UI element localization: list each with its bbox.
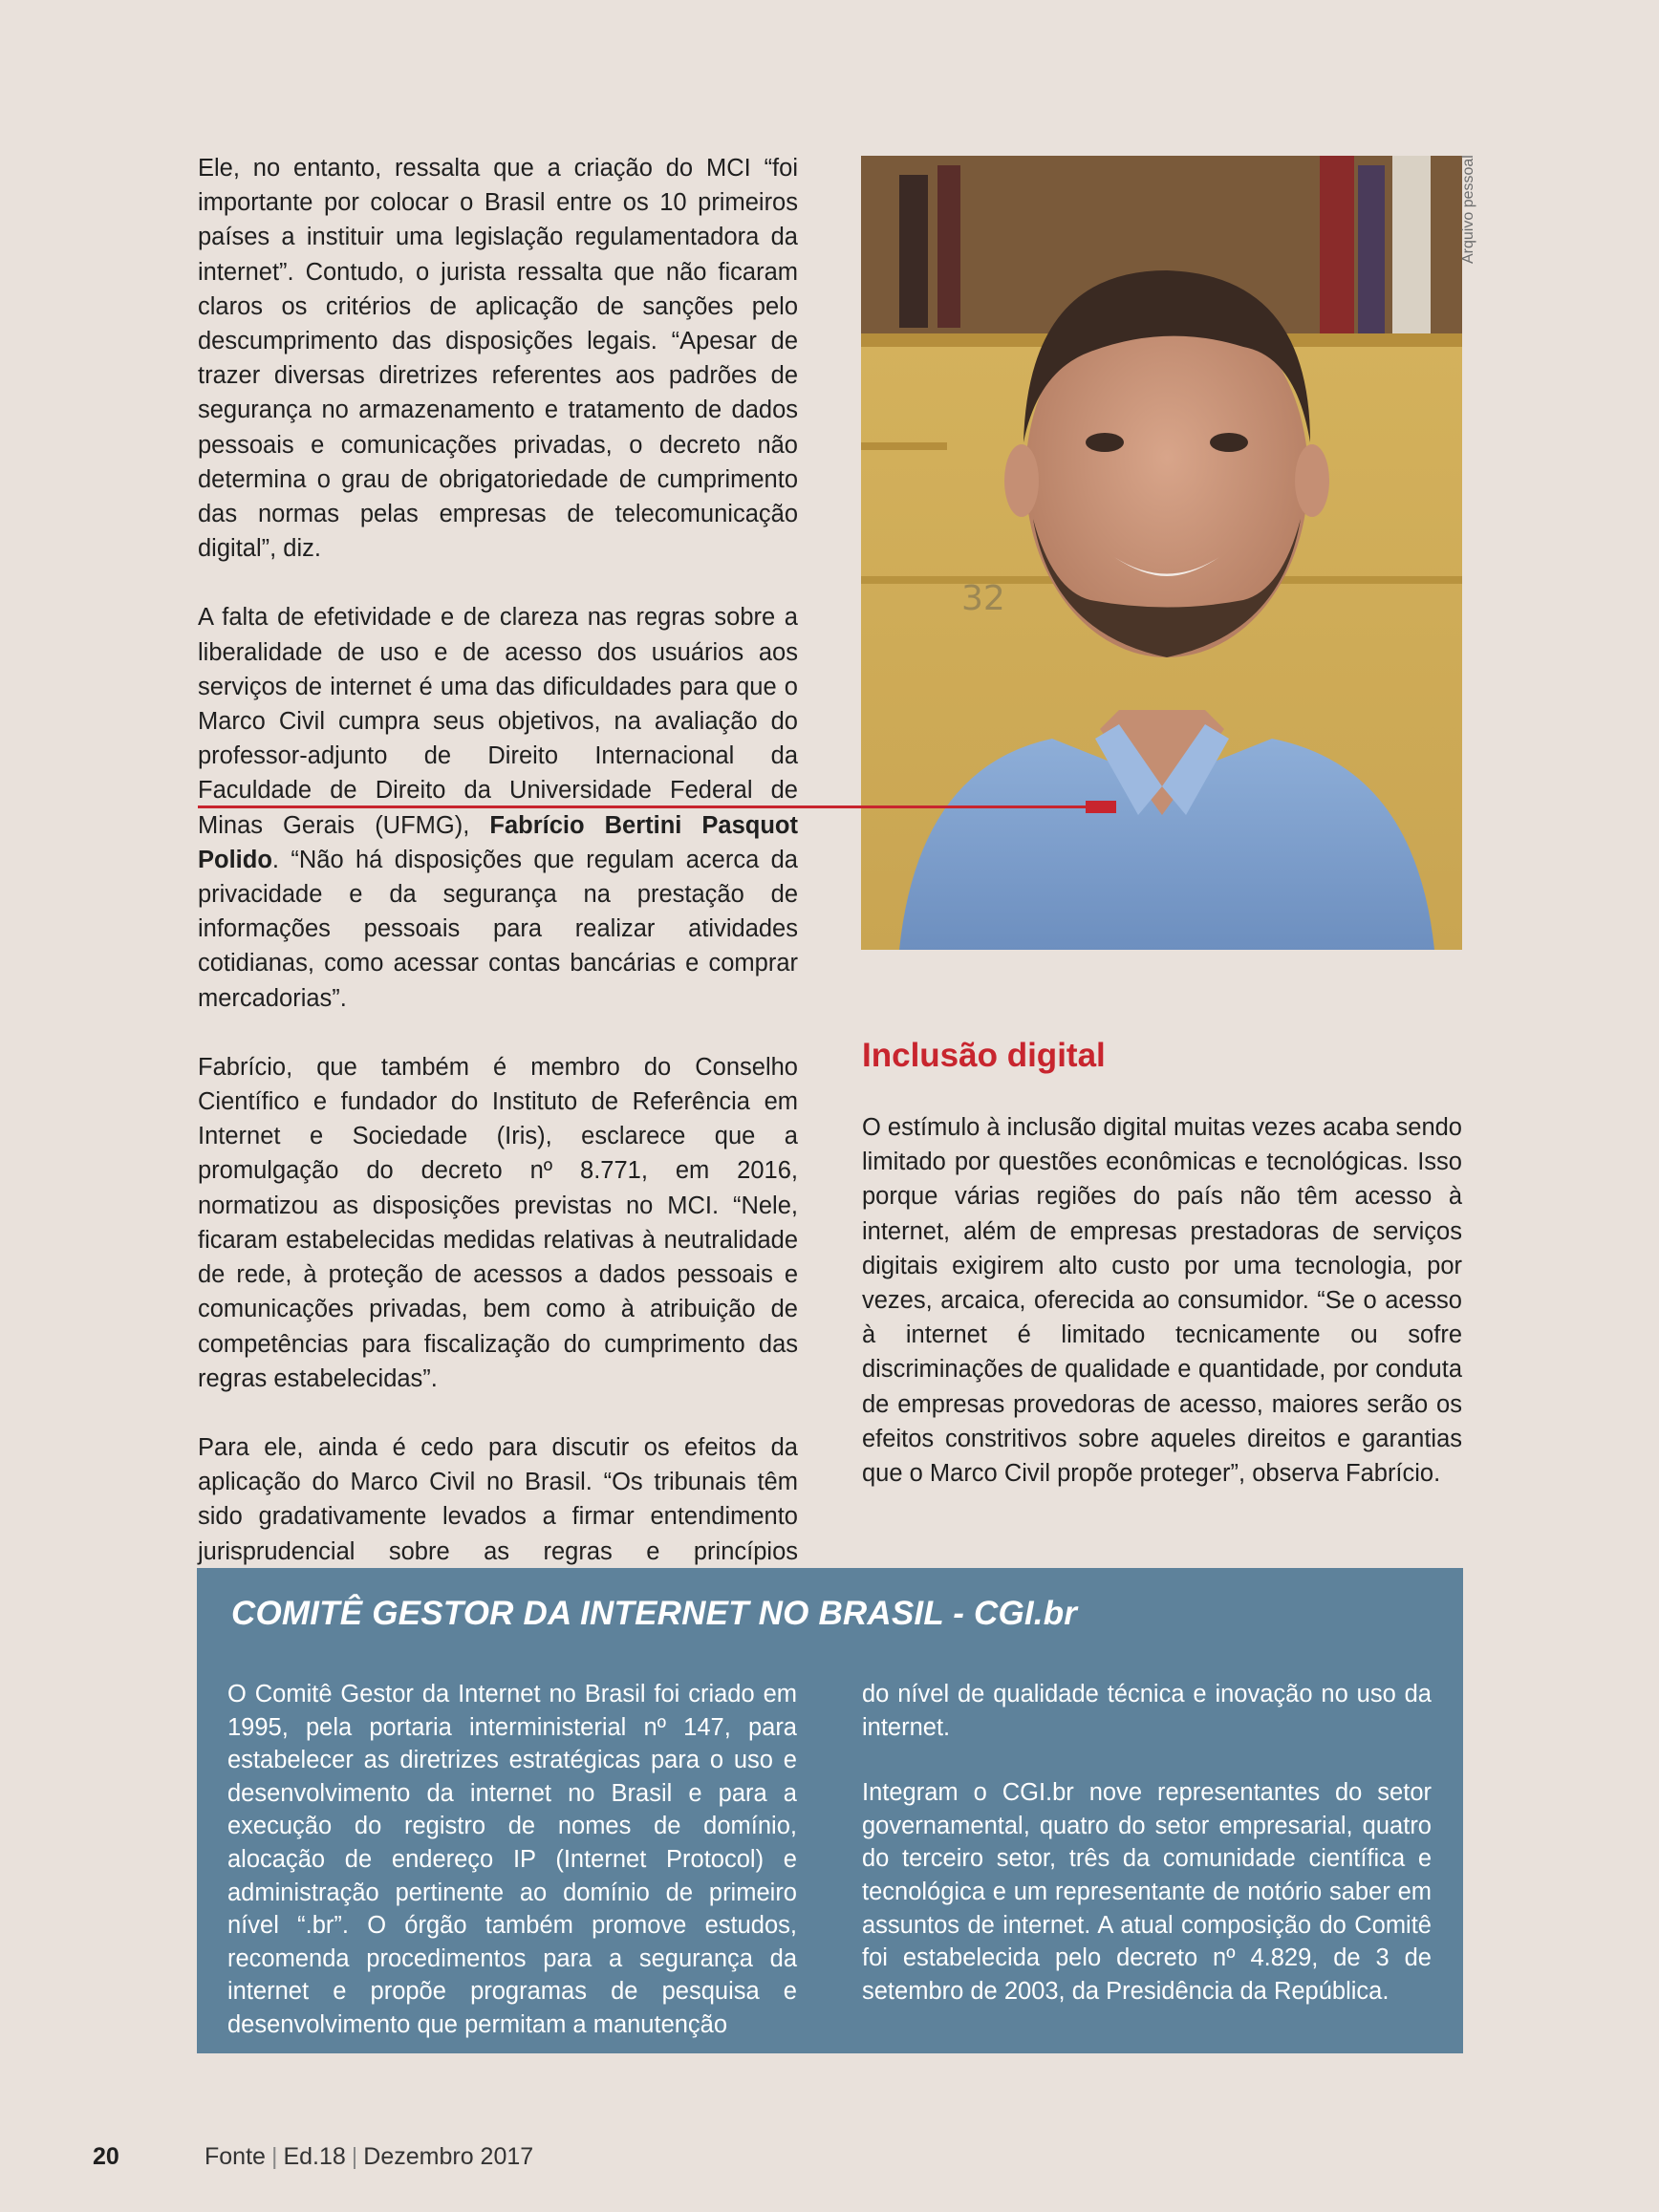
info-box-left-column xyxy=(227,1678,797,2074)
svg-text:32: 32 xyxy=(961,579,1005,618)
portrait-photo-icon xyxy=(861,156,1462,950)
paragraph: Integram o CGI.br nove representantes do setor governamental, quatro do setor empresarial, quatro do terceiro setor, três da comunidade científica e tecnológica e um representante de notório saber em assuntos de internet. A atual composição do Comitê foi estabelecida pelo decreto nº 4.829, de 3 de setembro de 2003, da Presidência da República. xyxy=(862,1779,1432,2005)
footer-publication xyxy=(205,2139,533,2174)
paragraph: Fabrício, que também é membro do Conselho Científico e fundador do Instituto de Referência em Internet e Sociedade (Iris), esclarece que a promulgação do decreto nº 8.771, em 2016, normatizou as disposições previstas no MCI. “Nele, ficaram estabelecidas medidas relativas à neutralidade de rede, à proteção de acessos a dados pessoais e comunicações privadas, bem como à atribuição de competências para fiscalização do cumprimento das regras estabelecidas”. xyxy=(198,1053,798,1392)
section-title: Inclusão digital xyxy=(862,1037,1106,1074)
page-number: 20 xyxy=(93,2143,119,2170)
portrait-photo xyxy=(861,156,1462,950)
paragraph: do nível de qualidade técnica e inovação no uso da internet. xyxy=(862,1681,1432,1741)
paragraph: O estímulo à inclusão digital muitas vezes acaba sendo limitado por questões econômicas e tecnológicas. Isso porque várias regiões do país não têm acesso à internet, além de empresas prestadoras de serviços digitais exigirem alto custo por uma tecnologia, por vezes, arcaica, oferecida ao consumidor. “Se o acesso à internet é limitado tecnicamente ou sofre discriminações de qualidade e quantidade, por conduta de empresas provedoras de acesso, maiores serão os efeitos constritivos sobre aqueles direitos e garantias que o Marco Civil propõe proteger”, observa Fabrício. xyxy=(862,1114,1462,1488)
article-right-column xyxy=(862,1110,1462,1525)
paragraph: O Comitê Gestor da Internet no Brasil foi criado em 1995, pela portaria interministerial nº 147, para estabelecer as diretrizes estratégicas para o uso e desenvolvimento da internet no Brasil e para a execução do registro de nomes de domínio, alocação de endereço IP (Internet Protocol) e administração pertinente ao domínio de primeiro nível “.br”. O órgão também promove estudos, recomenda procedimentos para a segurança da internet e propõe programas de pesquisa e desenvolvimento que permitam a manutenção xyxy=(227,1681,797,2038)
paragraph: Ele, no entanto, ressalta que a criação do MCI “foi importante por colocar o Brasil entre os 10 primeiros países a instituir uma legislação regulamentadora da internet”. Contudo, o jurista ressalta que não ficaram claros os critérios de aplicação de sanções pelo descumprimento das disposições legais. “Apesar de trazer diversas diretrizes referentes aos padrões de segurança no armazenamento e tratamento de dados pessoais e comunicações privadas, o decreto não determina o grau de obrigatoriedade de cumprimento das normas pelas empresas de telecomunicação digital”, diz. xyxy=(198,155,798,563)
info-box-title: COMITÊ GESTOR DA INTERNET NO BRASIL - CGI.br xyxy=(231,1595,1078,1632)
separator: | xyxy=(270,2143,278,2170)
pointer-marker xyxy=(1086,801,1116,813)
paragraph-text: A falta de efetividade e de clareza nas regras sobre a liberalidade de uso e de acesso dos usuários aos serviços de internet é uma das dificuldades para que o Marco Civil cumpra seus objetivos, na avaliação do professor-adjunto de Direito Internacional da Faculdade de Direito da Universidade Federal de Minas Gerais (UFMG), xyxy=(198,604,798,839)
edition: Ed.18 xyxy=(283,2143,346,2170)
photo-credit: Arquivo pessoal xyxy=(1460,155,1476,264)
paragraph: Para ele, ainda é cedo para discutir os efeitos da aplicação do Marco Civil no Brasil. “Os tribunais têm sido gradativamente levados a firmar entendimento jurisprudencial sobre as regras e princípios xyxy=(198,1433,798,1565)
magazine-name: Fonte xyxy=(205,2143,266,2170)
issue-date: Dezembro 2017 xyxy=(363,2143,534,2170)
paragraph-text: . “Não há disposições que regulam acerca da privacidade e da segurança na prestação de informações pessoais para realizar atividades cotidianas, como acessar contas bancárias e comprar mercadorias”. xyxy=(198,846,798,1012)
info-box xyxy=(197,1568,1463,2053)
info-box-right-column xyxy=(862,1678,1432,2040)
interviewee-name: Fabrício Bertini Pasquot Polido xyxy=(198,811,798,873)
article-left-column xyxy=(198,151,798,1638)
pointer-line xyxy=(198,805,1115,808)
page-footer xyxy=(0,2139,1659,2174)
separator: | xyxy=(351,2143,358,2170)
